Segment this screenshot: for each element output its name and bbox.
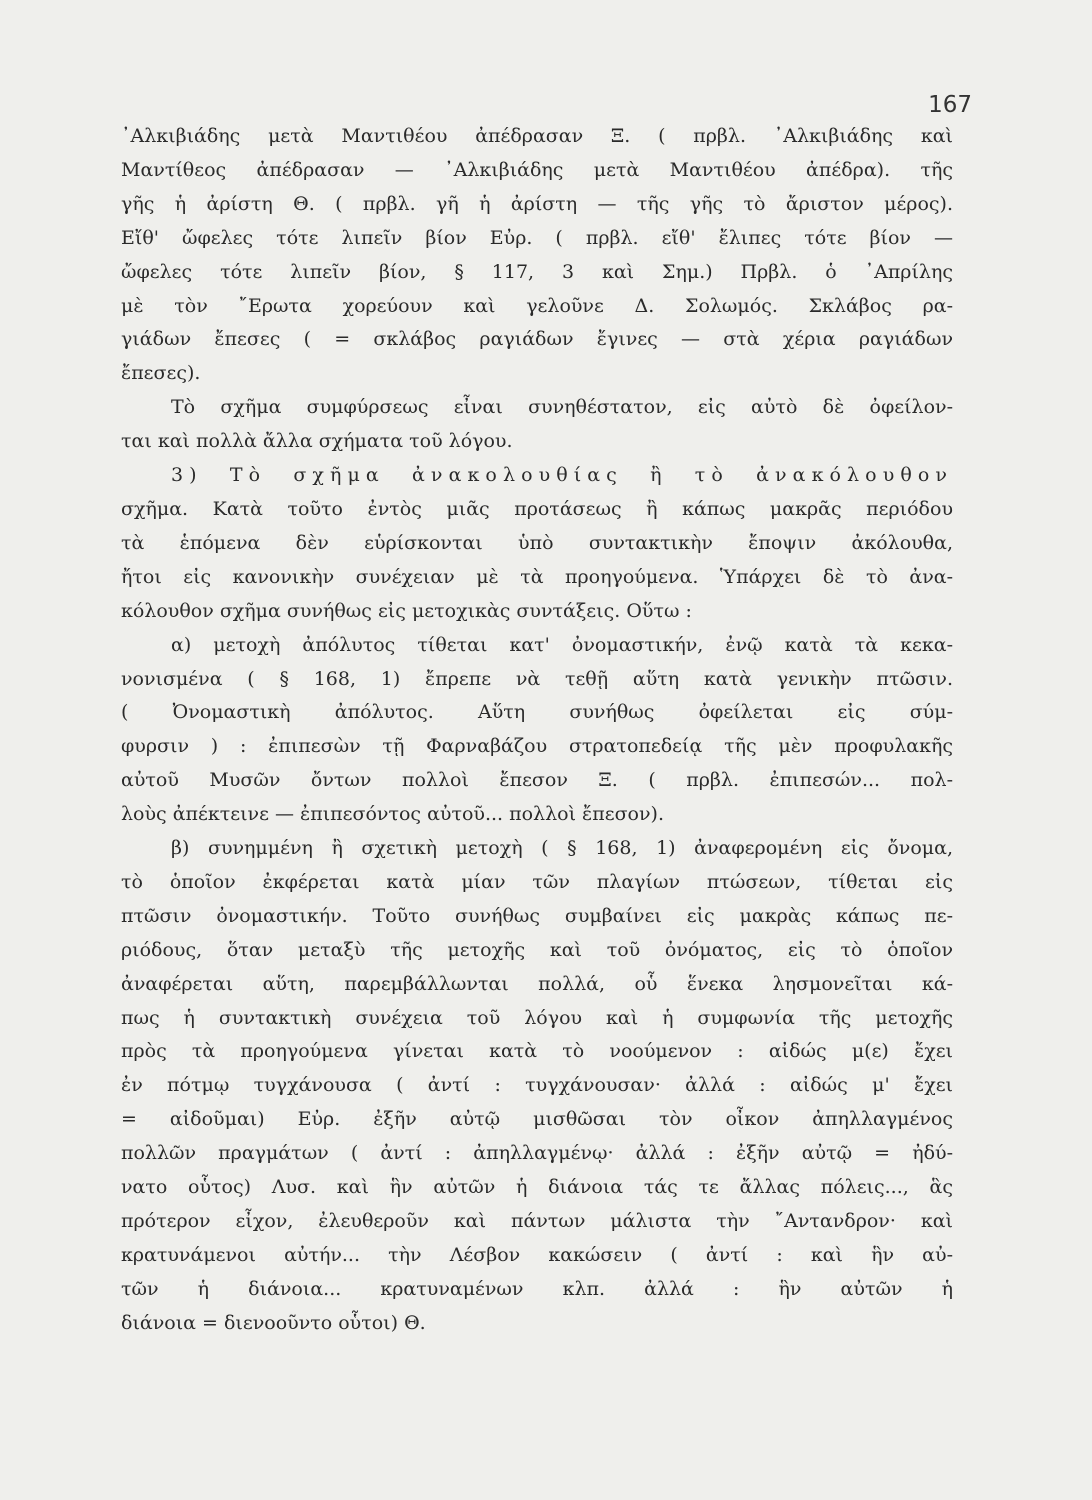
- text-line: ἀναφέρεται αὕτη, παρεμβάλλωνται πολλά, οὗ ἕνεκα λησμονεῖται κά-: [121, 972, 953, 995]
- text-line: ἐν πότμῳ τυγχάνουσα ( ἀντί : τυγχάνουσαν· ἀλλά : αἰδώς μ' ἔχει: [121, 1074, 953, 1097]
- section-heading: 3) Τὸ σχῆμα ἀνακολουθίας ἢ τὸ ἀνακόλουθον: [171, 464, 953, 487]
- text-line: ᾿Αλκιβιάδης μετὰ Μαντιθέου ἀπέδρασαν Ξ. ( πρβλ. ᾿Αλκιβιάδης καὶ: [121, 125, 953, 147]
- text-line: ἤτοι εἰς κανονικὴν συνέχειαν μὲ τὰ προηγούμενα. Ὑπάρχει δὲ τὸ ἀνα-: [121, 565, 953, 588]
- text-line: τὰ ἑπόμενα δὲν εὑρίσκονται ὑπὸ συντακτικὴν ἔποψιν ἀκόλουθα,: [121, 531, 953, 554]
- text-line: γιάδων ἔπεσες ( = σκλάβος ραγιάδων ἔγινες — στὰ χέρια ραγιάδων: [121, 328, 953, 351]
- text-line: = αἰδοῦμαι) Εὐρ. ἐξῆν αὐτῷ μισθῶσαι τὸν οἶκον ἀπηλλαγμένος: [121, 1108, 953, 1131]
- text-line: ἔπεσες).: [121, 362, 201, 385]
- text-line: πρὸς τὰ προηγούμενα γίνεται κατὰ τὸ νοούμενον : αἰδώς μ(ε) ἔχει: [121, 1040, 953, 1063]
- text-line: κόλουθον σχῆμα συνήθως εἰς μετοχικὰς συντάξεις. Οὕτω :: [121, 599, 692, 622]
- text-line: Εἴθ' ὤφελες τότε λιπεῖν βίον Εὐρ. ( πρβλ. εἴθ' ἔλιπες τότε βίον —: [121, 226, 953, 249]
- text-line: ριόδους, ὅταν μεταξὺ τῆς μετοχῆς καὶ τοῦ ὀνόματος, εἰς τὸ ὁποῖον: [121, 938, 953, 961]
- text-line: α) μετοχὴ ἀπόλυτος τίθεται κατ' ὀνομαστικήν, ἐνῷ κατὰ τὰ κεκα-: [171, 633, 953, 656]
- text-line: πως ἡ συντακτικὴ συνέχεια τοῦ λόγου καὶ ἡ συμφωνία τῆς μετοχῆς: [121, 1006, 953, 1029]
- text-line: ( Ὀνομαστικὴ ἀπόλυτος. Αὕτη συνήθως ὀφείλεται εἰς σύμ-: [121, 701, 953, 724]
- text-line: κρατυνάμενοι αὐτήν... τὴν Λέσβον κακώσειν ( ἀντί : καὶ ἣν αὐ-: [121, 1243, 953, 1266]
- text-line: νονισμένα ( § 168, 1) ἔπρεπε νὰ τεθῇ αὕτη κατὰ γενικὴν πτῶσιν.: [121, 667, 953, 690]
- page-number: 167: [928, 92, 972, 118]
- text-line: Τὸ σχῆμα συμφύρσεως εἶναι συνηθέστατον, εἰς αὐτὸ δὲ ὀφείλον-: [171, 396, 953, 419]
- text-line: μὲ τὸν ῎Ερωτα χορεύουν καὶ γελοῦνε Δ. Σολωμός. Σκλάβος ρα-: [121, 294, 953, 317]
- text-line: νατο οὗτος) Λυσ. καὶ ἣν αὐτῶν ἡ διάνοια τάς τε ἄλλας πόλεις..., ἃς: [121, 1176, 953, 1199]
- text-line: αὐτοῦ Μυσῶν ὄντων πολλοὶ ἔπεσον Ξ. ( πρβλ. ἐπιπεσών... πολ-: [121, 769, 953, 792]
- text-line: σχῆμα. Κατὰ τοῦτο ἐντὸς μιᾶς προτάσεως ἢ κάπως μακρᾶς περιόδου: [121, 497, 953, 520]
- text-line: Μαντίθεος ἀπέδρασαν — ᾿Αλκιβιάδης μετὰ Μαντιθέου ἀπέδρα). τῆς: [121, 158, 953, 181]
- text-line: πολλῶν πραγμάτων ( ἀντί : ἀπηλλαγμένῳ· ἀλλά : ἐξῆν αὐτῷ = ἠδύ-: [121, 1142, 953, 1165]
- text-line: ται καὶ πολλὰ ἄλλα σχήματα τοῦ λόγου.: [121, 430, 513, 453]
- text-line: γῆς ἡ ἀρίστη Θ. ( πρβλ. γῆ ἡ ἀρίστη — τῆς γῆς τὸ ἄριστον μέρος).: [121, 192, 953, 215]
- text-line: λοὺς ἀπέκτεινε — ἐπιπεσόντος αὐτοῦ... πολλοὶ ἔπεσον).: [121, 803, 664, 826]
- text-line: πρότερον εἶχον, ἐλευθεροῦν καὶ πάντων μάλιστα τὴν ῎Αντανδρον· καὶ: [121, 1210, 953, 1232]
- text-line: ὤφελες τότε λιπεῖν βίον, § 117, 3 καὶ Σημ.) Πρβλ. ὁ ᾿Απρίλης: [121, 260, 953, 283]
- body-text: [121, 120, 953, 1341]
- text-line: πτῶσιν ὀνομαστικήν. Τοῦτο συνήθως συμβαίνει εἰς μακρὰς κάπως πε-: [121, 904, 953, 927]
- text-line: διάνοια = διενοοῦντο οὗτοι) Θ.: [121, 1311, 426, 1334]
- text-line: τῶν ἡ διάνοια... κρατυναμένων κλπ. ἀλλά : ἣν αὐτῶν ἡ: [121, 1277, 953, 1300]
- text-line: φυρσιν ) : ἐπιπεσὼν τῇ Φαρναβάζου στρατοπεδείᾳ τῆς μὲν προφυλακῆς: [121, 735, 953, 758]
- text-line: β) συνημμένη ἢ σχετικὴ μετοχὴ ( § 168, 1) ἀναφερομένη εἰς ὄνομα,: [171, 837, 953, 860]
- text-line: τὸ ὁποῖον ἐκφέρεται κατὰ μίαν τῶν πλαγίων πτώσεων, τίθεται εἰς: [121, 870, 953, 893]
